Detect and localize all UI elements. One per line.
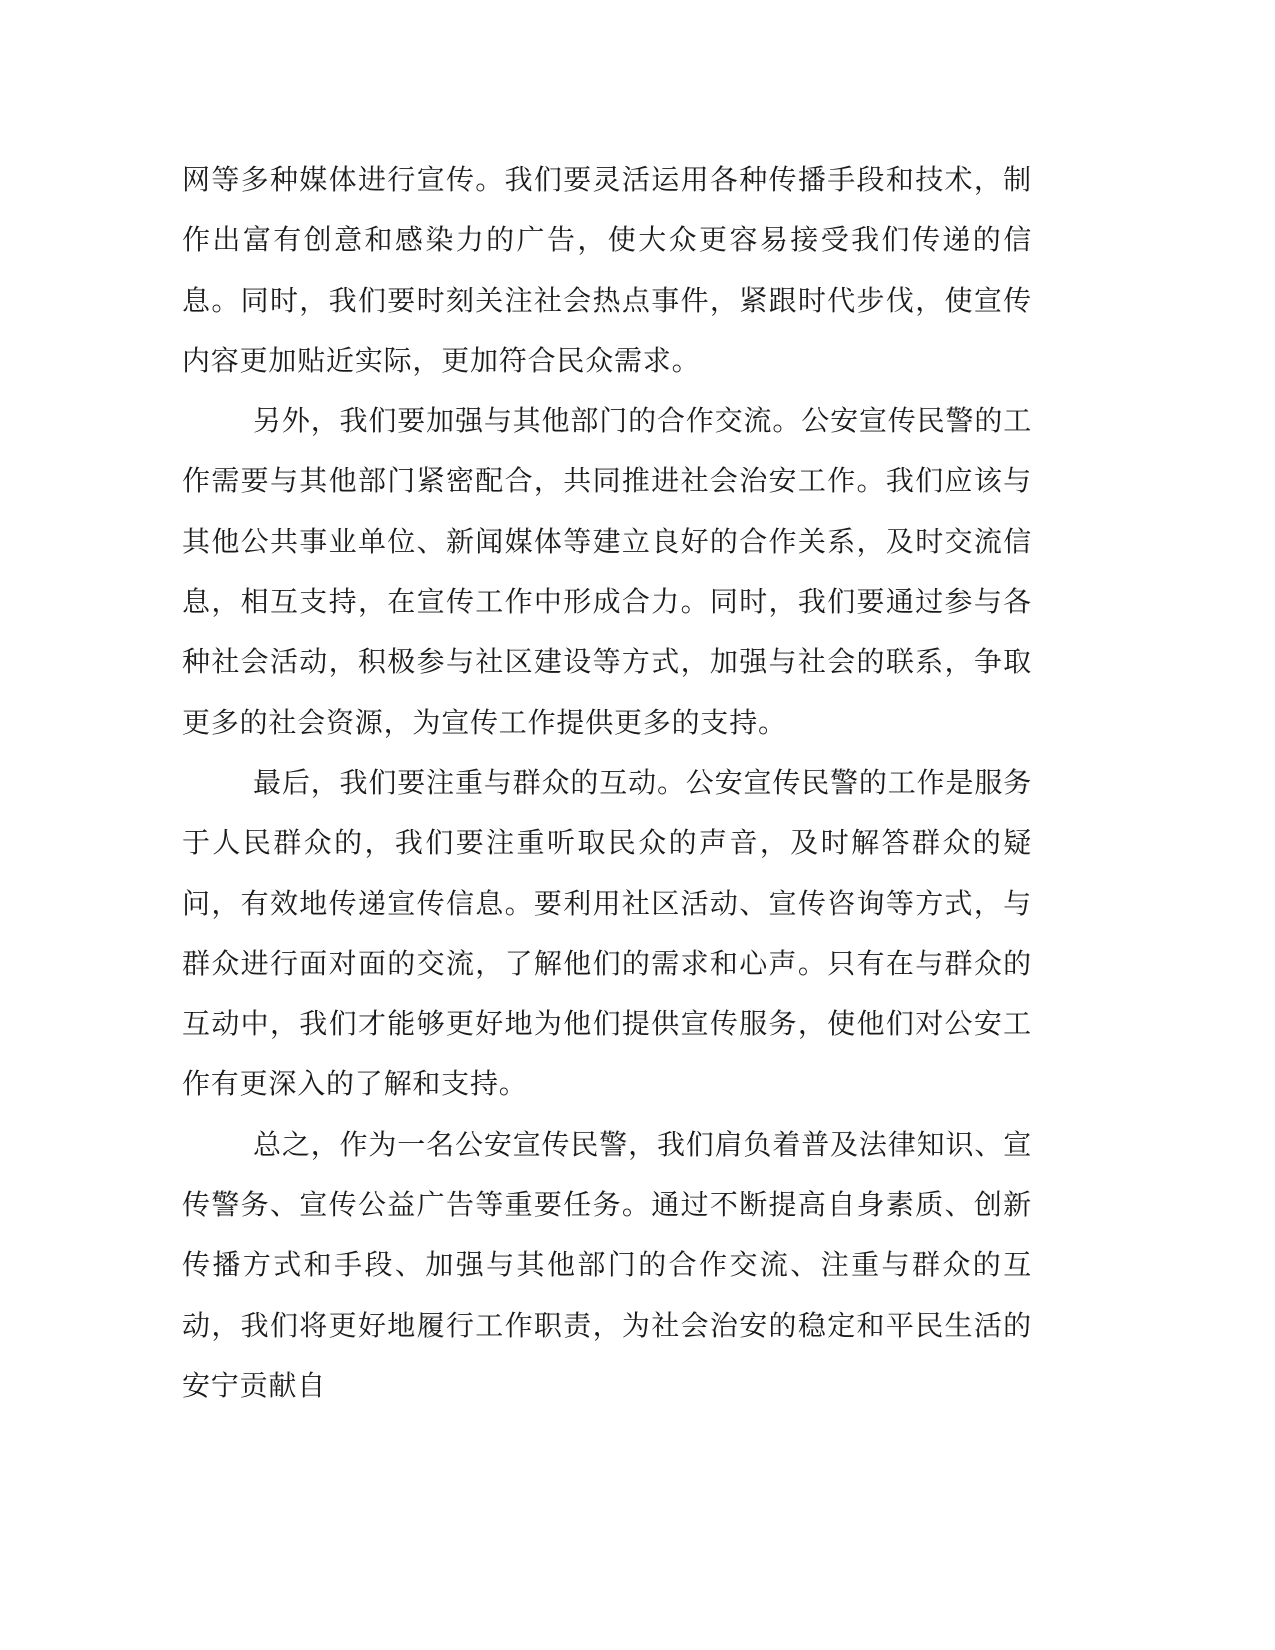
paragraph-interaction: 最后，我们要注重与群众的互动。公安宣传民警的工作是服务于人民群众的，我们要注重听取民众的声音，及时解答群众的疑问，有效地传递宣传信息。要利用社区活动、宣传咨询等方式，与群众进行面对面的交流，了解他们的需求和心声。只有在与群众的互动中，我们才能够更好地为他们提供宣传服务，使他们对公安工作有更深入的了解和支持。 — [182, 765, 1032, 1101]
paragraph-conclusion: 总之，作为一名公安宣传民警，我们肩负着普及法律知识、宣传警务、宣传公益广告等重要任务。通过不断提高自身素质、创新传播方式和手段、加强与其他部门的合作交流、注重与群众的互动，我们将更好地履行工作职责，为社会治安的稳定和平民生活的安宁贡献自 — [182, 1127, 1032, 1402]
document-body — [182, 150, 1032, 1416]
paragraph-cooperation: 另外，我们要加强与其他部门的合作交流。公安宣传民警的工作需要与其他部门紧密配合，共同推进社会治安工作。我们应该与其他公共事业单位、新闻媒体等建立良好的合作关系，及时交流信息，相互支持，在宣传工作中形成合力。同时，我们要通过参与各种社会活动，积极参与社区建设等方式，加强与社会的联系，争取更多的社会资源，为宣传工作提供更多的支持。 — [182, 404, 1032, 739]
paragraph-continuation: 网等多种媒体进行宣传。我们要灵活运用各种传播手段和技术，制作出富有创意和感染力的广告，使大众更容易接受我们传递的信息。同时，我们要时刻关注社会热点事件，紧跟时代步伐，使宣传内容更加贴近实际，更加符合民众需求。 — [182, 163, 1032, 377]
